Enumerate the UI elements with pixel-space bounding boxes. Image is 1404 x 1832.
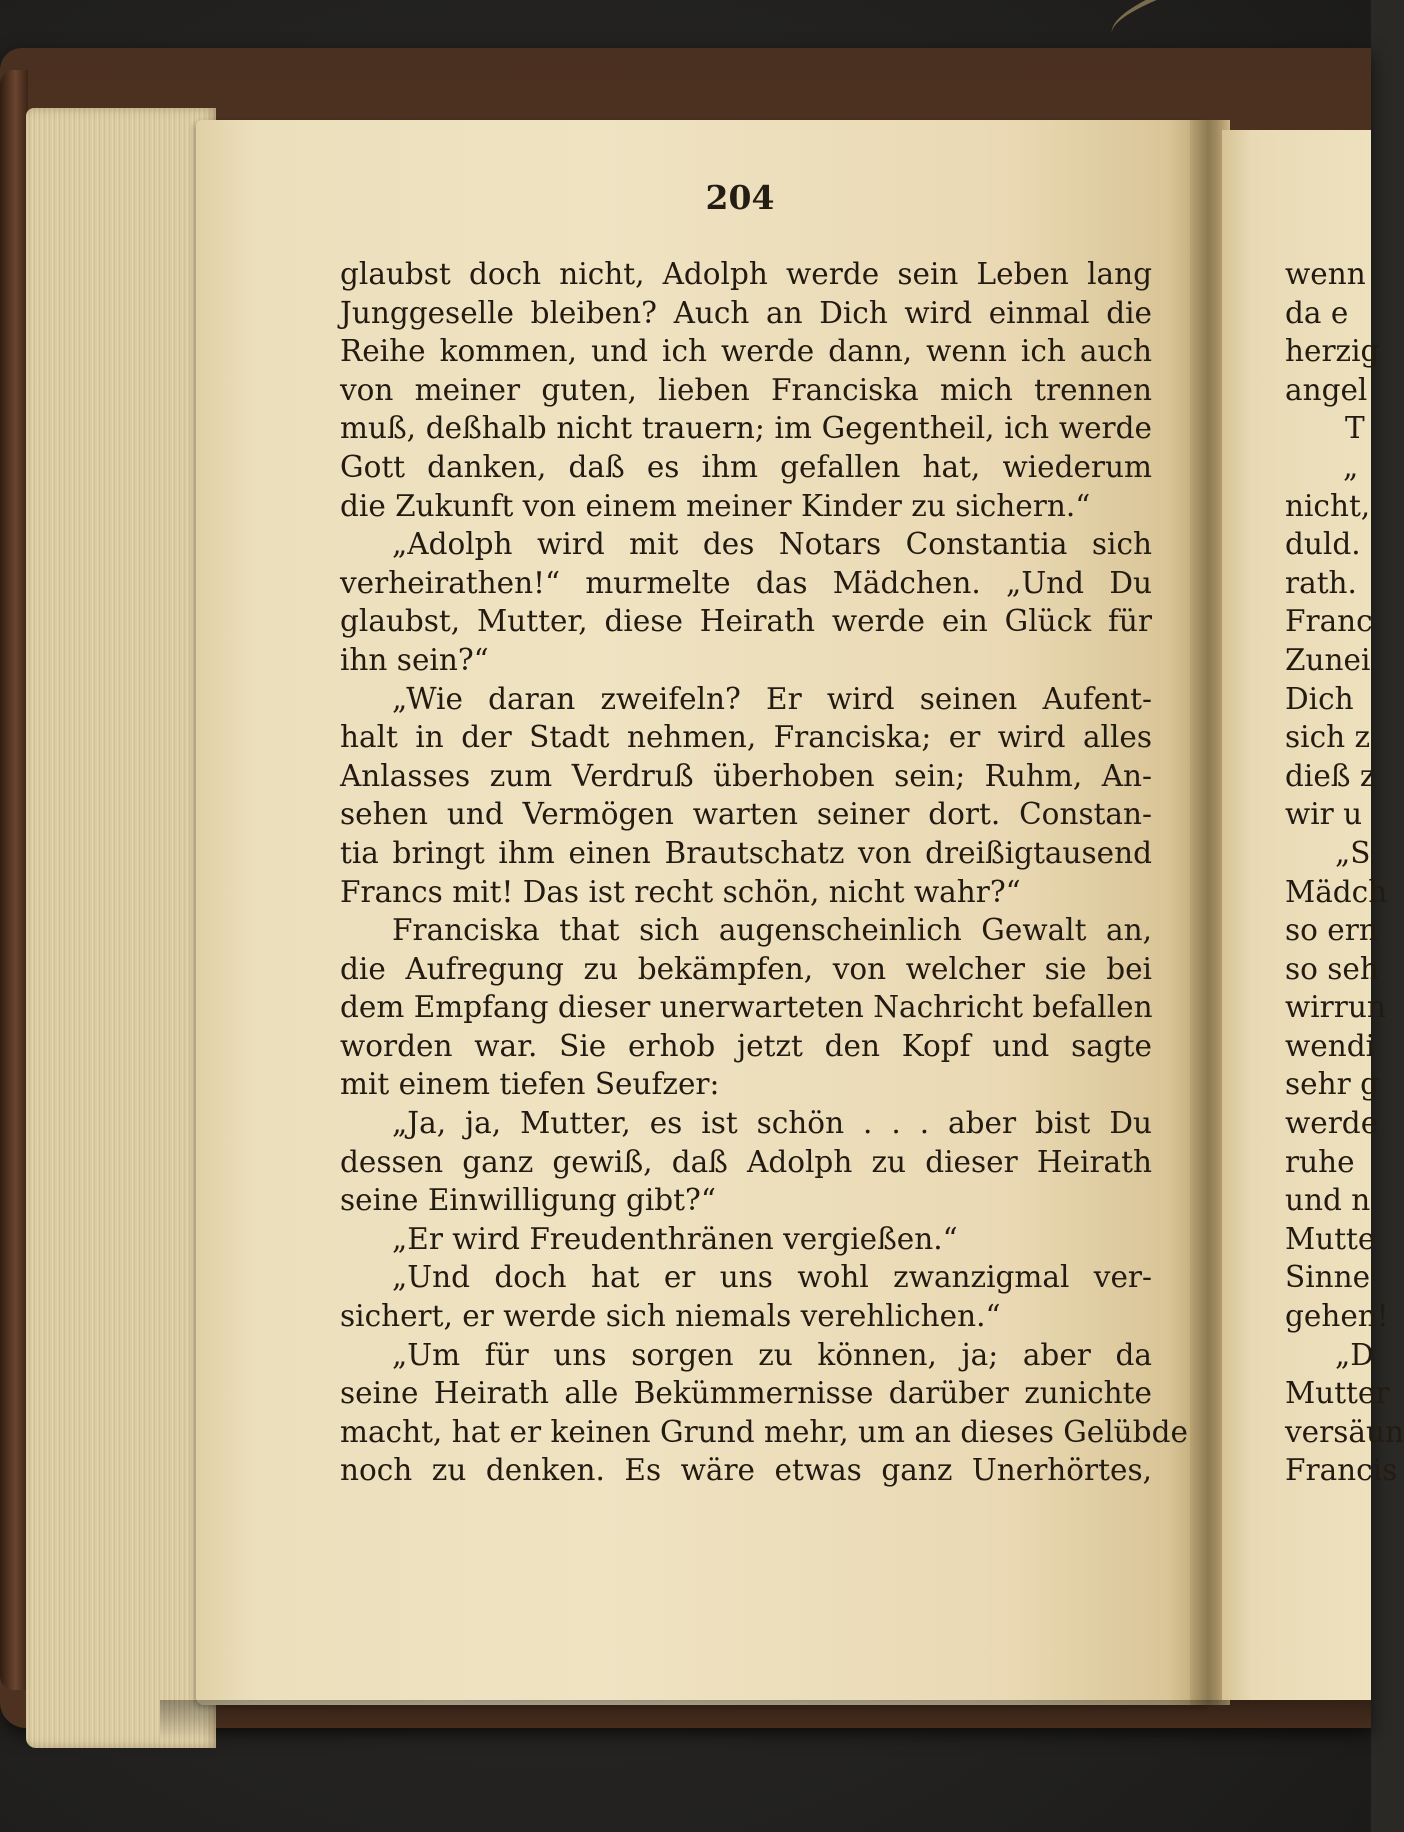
page-text	[340, 255, 1188, 1490]
facing-text-line: Mädch	[1285, 874, 1388, 909]
facing-text-line: und n	[1285, 1183, 1371, 1218]
facing-page-text	[1285, 255, 1404, 1490]
facing-text-line: Franc	[1285, 604, 1373, 639]
text-line: Franciska that sich augenscheinlich Gewalt an,	[392, 913, 1152, 948]
facing-text-line: nicht,	[1285, 488, 1371, 523]
text-line: von meiner guten, lieben Franciska mich trennen	[340, 372, 1152, 407]
text-line: „Um für uns sorgen zu können, ja; aber da	[392, 1337, 1152, 1372]
book-spine-edge	[0, 70, 28, 1690]
facing-text-line: ruhe	[1285, 1144, 1355, 1179]
text-line: worden war. Sie erhob jetzt den Kopf und sagte	[340, 1028, 1152, 1063]
facing-text-line: „	[1343, 449, 1359, 484]
facing-text-line: Sinne	[1285, 1260, 1371, 1295]
text-line: muß, deßhalb nicht trauern; im Gegentheil, ich werde	[340, 411, 1152, 446]
text-line: Junggeselle bleiben? Auch an Dich wird einmal die	[340, 295, 1152, 330]
text-line: „Und doch hat er uns wohl zwanzigmal ver-	[392, 1260, 1152, 1295]
facing-text-line: gehen!	[1285, 1299, 1389, 1334]
facing-text-line: sich z	[1285, 720, 1371, 755]
text-line: mit einem tiefen Seufzer:	[340, 1067, 720, 1102]
text-line: glaubst doch nicht, Adolph werde sein Leben lang	[340, 257, 1152, 291]
text-line: seine Einwilligung gibt?“	[340, 1183, 716, 1218]
text-line: dem Empfang dieser unerwarteten Nachricht befallen	[340, 990, 1153, 1025]
text-line: Reihe kommen, und ich werde dann, wenn ich auch	[340, 334, 1152, 369]
text-line: tia bringt ihm einen Brautschatz von dreißigtausend	[340, 835, 1152, 870]
facing-text-line: herzig	[1285, 334, 1380, 369]
page-number: 204	[705, 178, 775, 217]
text-line: die Aufregung zu bekämpfen, von welcher sie bei	[340, 951, 1152, 986]
facing-text-line: da e	[1285, 295, 1349, 330]
facing-text-line: „S	[1335, 835, 1371, 870]
text-line: ihn sein?“	[340, 642, 489, 677]
facing-text-line: „D	[1335, 1337, 1374, 1372]
facing-text-line: wenn	[1285, 257, 1366, 291]
facing-text-line: Mutter	[1285, 1376, 1390, 1411]
facing-text-line: wirrun	[1285, 990, 1386, 1025]
text-line: halt in der Stadt nehmen, Franciska; er wird alles	[340, 720, 1152, 755]
page-bottom-shadow	[160, 1700, 1371, 1740]
facing-text-line: angel	[1285, 372, 1368, 407]
text-line: Anlasses zum Verdruß überhoben sein; Ruhm, An-	[340, 758, 1152, 793]
facing-text-line: rath.	[1285, 565, 1357, 600]
text-line: sehen und Vermögen warten seiner dort. Constan-	[340, 797, 1152, 832]
facing-text-line: wir u	[1285, 797, 1363, 832]
facing-text-line: so ern	[1285, 913, 1378, 948]
text-line: „Ja, ja, Mutter, es ist schön . . . aber bist Du	[392, 1106, 1152, 1141]
text-line: macht, hat er keinen Grund mehr, um an dieses Gelübde	[340, 1414, 1188, 1449]
facing-text-line: T	[1345, 411, 1365, 446]
text-line: seine Heirath alle Bekümmernisse darüber zunichte	[340, 1376, 1152, 1411]
facing-text-line: duld.	[1285, 527, 1361, 562]
text-line: die Zukunft von einem meiner Kinder zu sichern.“	[340, 488, 1091, 523]
text-line: dessen ganz gewiß, daß Adolph zu dieser Heirath	[340, 1144, 1152, 1179]
facing-text-line: Mutte	[1285, 1221, 1376, 1256]
text-line: Gott danken, daß es ihm gefallen hat, wiederum	[340, 449, 1152, 484]
facing-text-line: werde	[1285, 1106, 1379, 1141]
text-line: glaubst, Mutter, diese Heirath werde ein Glück für	[340, 604, 1152, 639]
text-line: „Adolph wird mit des Notars Constantia sich	[392, 527, 1152, 562]
text-line: noch zu denken. Es wäre etwas ganz Unerhörtes,	[340, 1453, 1152, 1488]
facing-text-line: dieß z	[1285, 758, 1376, 793]
facing-text-line: versäun	[1285, 1414, 1404, 1449]
text-line: Francs mit! Das ist recht schön, nicht wahr?“	[340, 874, 1021, 909]
facing-text-line: sehr g	[1285, 1067, 1379, 1102]
facing-text-line: wendi	[1285, 1028, 1376, 1063]
text-line: „Wie daran zweifeln? Er wird seinen Aufent-	[392, 681, 1152, 716]
page-edges	[26, 108, 216, 1748]
text-line: verheirathen!“ murmelte das Mädchen. „Und Du	[340, 565, 1152, 600]
text-line: „Er wird Freudenthränen vergießen.“	[392, 1221, 958, 1256]
facing-text-line: so seh	[1285, 951, 1379, 986]
text-line: sichert, er werde sich niemals verehlichen.“	[340, 1299, 1001, 1334]
facing-text-line: Dich	[1285, 681, 1354, 716]
facing-text-line: Zunei	[1285, 642, 1371, 677]
facing-text-line: Francis	[1285, 1453, 1398, 1488]
